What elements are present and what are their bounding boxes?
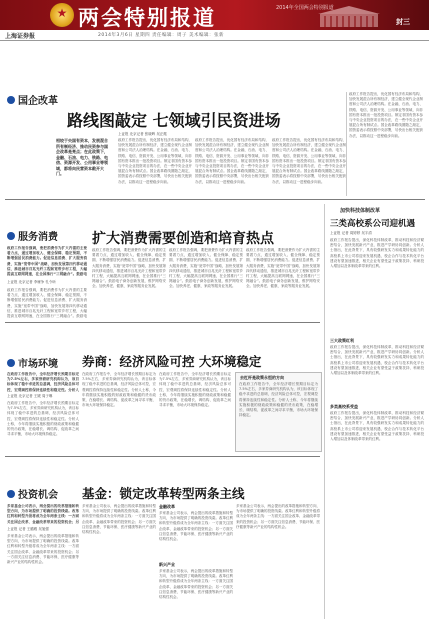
subhead-investment-1: 金融改革 bbox=[159, 504, 175, 509]
dateline-bar bbox=[0, 30, 429, 41]
body-col-consumption-4: 政府工作报告强调，要把消费作为扩大内需的主要着力点，通过增加收入、健全保障、稳定预期，不断增强居民消费能力。促进信息消费、扩大服务消费，实施“宽带中国”战略，加快发展第四代移动通信，推进城市百兆光纤工程和宽带乡村工程，大幅提高互联网网速，在全国推行“三网融合”。鼓励电子商务创新发展，维护网络安全。加快养老、健康、家政等服务业发展。 bbox=[246, 248, 320, 289]
section-label-text: 国企改革 bbox=[18, 96, 58, 107]
lead-market: 在政府工作报告中，全年经济增长预期目标定为7.5%左右，多家券商研究机构认为，该目标体现了稳中求进的总基调，经济风险总体可控，宏观调控将保持连续性和稳定性。分析人 bbox=[7, 372, 79, 392]
headline-consumption: 扩大消费需要创造和培育热点 bbox=[92, 231, 274, 247]
byline-market: 上证报 北京记者 王媛 周子琳 bbox=[7, 394, 53, 398]
section-divider bbox=[5, 322, 320, 323]
body-col-investment-2: 多家基金公司表示，两会提出的改革措施和转型方向，为市场提供了明确的投资线索。改革红利和转型升级将成为全年两条主线：一方面关注国企改革、金融改革带来的投资机会；另一方面关注信息消费、节能环保、医疗健康等新兴产业的结构性机会。 bbox=[82, 504, 156, 535]
section-divider bbox=[5, 456, 320, 457]
subhead-investment-2: 新兴产业 bbox=[159, 562, 175, 567]
bullet-icon bbox=[7, 359, 15, 367]
headline-market: 券商：经济风险可控 大环境稳定 bbox=[82, 354, 262, 369]
lead-consumption: 政府工作报告强调，要把消费作为扩大内需的主要着力点，通过增加收入、健全保障、稳定预期，不断增强居民消费能力。促进信息消费、扩大服务消费，实施“宽带中国”战略，加快发展第四代移动通信，推进城市百兆光纤工程和宽带乡村工程，大幅提高互联网网速，在全国推行“三网融合”。鼓励电 bbox=[7, 246, 87, 276]
body-col-investment-4: 多家基金公司表示，两会提出的改革措施和转型方向，为市场提供了明确的投资线索。改革红利和转型升级将成为全年两条主线：一方面关注国企改革、金融改革带来的投资机会；另一方面关注信息消费、节能环保、医疗健康等新兴产业的结构性机会。 bbox=[159, 569, 233, 600]
section-label-reform bbox=[7, 92, 58, 107]
lead-investment: 多家基金公司表示，两会提出的改革措施和转型方向，为市场提供了明确的投资线索。改革红利和转型升级将成为全年两条主线：一方面关注国企改革、金融改革带来的投资机会；另 bbox=[7, 504, 79, 524]
section-label-text: 服务消费 bbox=[18, 232, 58, 243]
column-divider bbox=[346, 92, 347, 196]
body-col-consumption-3: 政府工作报告强调，要把消费作为扩大内需的主要着力点，通过增加收入、健全保障、稳定预期，不断增强居民消费能力。促进信息消费、扩大服务消费，实施“宽带中国”战略，加快发展第四代移动通信，推进城市百兆光纤工程和宽带乡村工程，大幅提高互联网网速，在全国推行“三网融合”。鼓励电子商务创新发展，维护网络安全。加快养老、健康、家政等服务业发展。 bbox=[169, 248, 243, 289]
body-col-investment-3: 多家基金公司表示，两会提出的改革措施和转型方向，为市场提供了明确的投资线索。改革红利和转型升级将成为全年两条主线：一方面关注国企改革、金融改革带来的投资机会；另一方面关注信息消费、节能环保、医疗健康等新兴产业的结构性机会。 bbox=[159, 511, 233, 542]
body-col-reform-1: 政府工作报告提出，优化国有经济布局和结构，加快发展混合所有制经济，建立健全现代企业制度和公司法人治理结构。在金融、石油、电力、铁路、电信、资源开发、公用事业等领域，向非国有资本推出一批投资项目。制定非国有资本参与中央企业投资项目的办法，在一些中央企业开展混合所有制试点。国企改革路线图随之敲定，国资委表示将按照中央部署，尽快出台相关配套办法，以推动这一进程稳步向前。 bbox=[118, 138, 192, 184]
bullet-icon bbox=[7, 232, 15, 240]
body-col-market-1: 在政府工作报告中，全年经济增长预期目标定为7.5%左右，多家券商研究机构认为，该目标体现了稳中求进的总基调，经济风险总体可控，宏观调控将保持连续性和稳定性。分析人士称，今年将继续实施积极的财政政策和稳健的货币政策，在稳增长、调结构、促改革之间寻求平衡，市场大环境保持稳定。 bbox=[7, 401, 79, 437]
byline-reform: 上证报 北京记者 张晓晖 吴正懿 bbox=[118, 132, 167, 136]
sidebar-box-market bbox=[235, 372, 322, 452]
section-label-market bbox=[7, 355, 58, 370]
body-col-reform-2: 政府工作报告提出，优化国有经济布局和结构，加快发展混合所有制经济，建立健全现代企业制度和公司法人治理结构。在金融、石油、电力、铁路、电信、资源开发、公用事业等领域，向非国有资本推出一批投资项目。制定非国有资本参与中央企业投资项目的办法，在一些中央企业开展混合所有制试点。国企改革路线图随之敲定，国资委表示将按照中央部署，尽快出台相关配套办法，以推动这一进程稳步向前。 bbox=[195, 138, 269, 184]
page-label: 封三 bbox=[396, 18, 410, 26]
body-col-enterprise-3: 政府工作报告提出，深化科技体制改革，推动科技和经济紧密结合，加快发展新兴产业，推进产学研协同创新。分析人士指出，在此背景下，具有较强研发实力和成果转化能力的高校系上市公司将迎来发展机遇，校企合作与技术转化平台建设有望加速推进，相关企业有望受益于政策扶持、科研投入增加以及体制改革带来的红利。 bbox=[330, 411, 424, 442]
byline-investment: 上证报 记者 王璐雅 吴旭强 bbox=[7, 527, 49, 531]
bullet-icon bbox=[7, 96, 15, 104]
column-divider bbox=[324, 204, 325, 619]
body-col-market-2: 在政府工作报告中，全年经济增长预期目标定为7.5%左右，多家券商研究机构认为，该目标体现了稳中求进的总基调，经济风险总体可控，宏观调控将保持连续性和稳定性。分析人士称，今年将继续实施积极的财政政策和稳健的货币政策，在稳增长、调结构、促改革之间寻求平衡，市场大环境保持稳定。 bbox=[82, 372, 156, 408]
national-emblem-icon bbox=[50, 3, 74, 27]
body-col-enterprise-1: 政府工作报告提出，深化科技体制改革，推动科技和经济紧密结合，加快发展新兴产业，推进产学研协同创新。分析人士指出，在此背景下，具有较强研发实力和成果转化能力的高校系上市公司将迎来发展机遇，校企合作与技术转化平台建设有望加速推进，相关企业有望受益于政策扶持、科研投入增加以及体制改革带来的红利。 bbox=[330, 238, 424, 269]
section-label-investment bbox=[7, 486, 58, 501]
section-label-enterprise bbox=[340, 207, 380, 214]
headline-enterprise: 三类高校系公司迎机遇 bbox=[330, 219, 416, 229]
headline-reform: 路线图敲定 七领域引民资进场 bbox=[67, 111, 281, 130]
body-col-investment-1: 多家基金公司表示，两会提出的改革措施和转型方向，为市场提供了明确的投资线索。改革红利和转型升级将成为全年两条主线：一方面关注国企改革、金融改革带来的投资机会；另一方面关注信息消费、节能环保、医疗健康等新兴产业的结构性机会。 bbox=[7, 534, 79, 565]
body-col-reform-4: 政府工作报告提出，优化国有经济布局和结构，加快发展混合所有制经济，建立健全现代企业制度和公司法人治理结构。在金融、石油、电力、铁路、电信、资源开发、公用事业等领域，向非国有资本推出一批投资项目。制定非国有资本参与中央企业投资项目的办法，在一些中央企业开展混合所有制试点。国企改革路线图随之敲定，国资委表示将按照中央部署，尽快出台相关配套办法，以推动这一进程稳步向前。 bbox=[349, 92, 423, 138]
section-label-text: 加快科技体制改革 bbox=[340, 208, 381, 214]
sidebar-box-title: 去杠杆是政策永恒的方向 bbox=[240, 375, 284, 380]
body-col-market-3: 在政府工作报告中，全年经济增长预期目标定为7.5%左右，多家券商研究机构认为，该目标体现了稳中求进的总基调，经济风险总体可控，宏观调控将保持连续性和稳定性。分析人士称，今年将继续实施积极的财政政策和稳健的货币政策，在稳增长、调结构、促改革之间寻求平衡，市场大环境保持稳定。 bbox=[159, 372, 231, 408]
masthead-subtitle: 2014年全国两会特别报道 bbox=[276, 5, 334, 11]
byline-enterprise: 上证报 记者 周婷婷 吴宇清 bbox=[330, 231, 372, 235]
subhead-enterprise-1: 三大政策红利 bbox=[330, 338, 354, 343]
subhead-enterprise-2: 多类高校系受益 bbox=[330, 404, 358, 409]
body-col-investment-5: 多家基金公司表示，两会提出的改革措施和转型方向，为市场提供了明确的投资线索。改革红利和转型升级将成为全年两条主线：一方面关注国企改革、金融改革带来的投资机会；另一方面关注信息消费、节能环保、医疗健康等新兴产业的结构性机会。 bbox=[236, 504, 320, 529]
byline-consumption: 上证报 北京记者 李雁争 孔令昕 bbox=[7, 280, 56, 284]
bullet-icon bbox=[7, 490, 15, 498]
sidebar-box-body: 在政府工作报告中，全年经济增长预期目标定为7.5%左右，多家券商研究机构认为，该目标体现了稳中求进的总基调，经济风险总体可控，宏观调控将保持连续性和稳定性。分析人士称，今年将继续实施积极的财政政策和稳健的货币政策，在稳增长、调结构、促改革之间寻求平衡，市场大环境保持稳定。 bbox=[239, 382, 318, 418]
paper-name: 上海证券报 bbox=[5, 33, 36, 40]
body-col-consumption-1: 政府工作报告强调，要把消费作为扩大内需的主要着力点，通过增加收入、健全保障、稳定预期，不断增强居民消费能力。促进信息消费、扩大服务消费，实施“宽带中国”战略，加快发展第四代移动通信，推进城市百兆光纤工程和宽带乡村工程，大幅提高互联网网速，在全国推行“三网融合”。鼓励电 bbox=[7, 288, 87, 318]
body-col-consumption-2: 政府工作报告强调，要把消费作为扩大内需的主要着力点，通过增加收入、健全保障、稳定预期，不断增强居民消费能力。促进信息消费、扩大服务消费，实施“宽带中国”战略，加快发展第四代移动通信，推进城市百兆光纤工程和宽带乡村工程，大幅提高互联网网速，在全国推行“三网融合”。鼓励电子商务创新发展，维护网络安全。加快养老、健康、家政等服务业发展。 bbox=[92, 248, 166, 289]
section-label-text: 投资机会 bbox=[18, 490, 58, 501]
section-label-text: 市场环境 bbox=[18, 359, 58, 370]
headline-investment: 基金：锁定改革转型两条主线 bbox=[82, 486, 245, 501]
section-divider bbox=[5, 199, 425, 200]
masthead-title: 两会特别报道 bbox=[78, 5, 216, 30]
body-col-reform-3: 政府工作报告提出，优化国有经济布局和结构，加快发展混合所有制经济，建立健全现代企业制度和公司法人治理结构。在金融、石油、电力、铁路、电信、资源开发、公用事业等领域，向非国有资本推出一批投资项目。制定非国有资本参与中央企业投资项目的办法，在一些中央企业开展混合所有制试点。国企改革路线图随之敲定，国资委表示将按照中央部署，尽快出台相关配套办法，以推动这一进程稳步向前。 bbox=[272, 138, 346, 184]
body-col-enterprise-2: 政府工作报告提出，深化科技体制改革，推动科技和经济紧密结合，加快发展新兴产业，推进产学研协同创新。分析人士指出，在此背景下，具有较强研发实力和成果转化能力的高校系上市公司将迎来发展机遇，校企合作与技术转化平台建设有望加速推进，相关企业有望受益于政策扶持、科研投入增加以及体制改革带来的红利。 bbox=[330, 345, 424, 376]
lead-reform: 相较于央国有资本，发展混合所有制经济、推动民资参与国企改革是亮点；在此政策下，金融、石油、电力、铁路、电信、资源开发、公用事业等领域，都将向民营资本敞开大门。 bbox=[56, 138, 108, 176]
great-hall-icon bbox=[316, 5, 382, 27]
issue-date: 2014年3月6日 星期四 责任编辑：周子 美术编辑：张新 bbox=[98, 33, 224, 38]
masthead-banner bbox=[0, 0, 429, 30]
section-label-consumption bbox=[7, 228, 58, 243]
